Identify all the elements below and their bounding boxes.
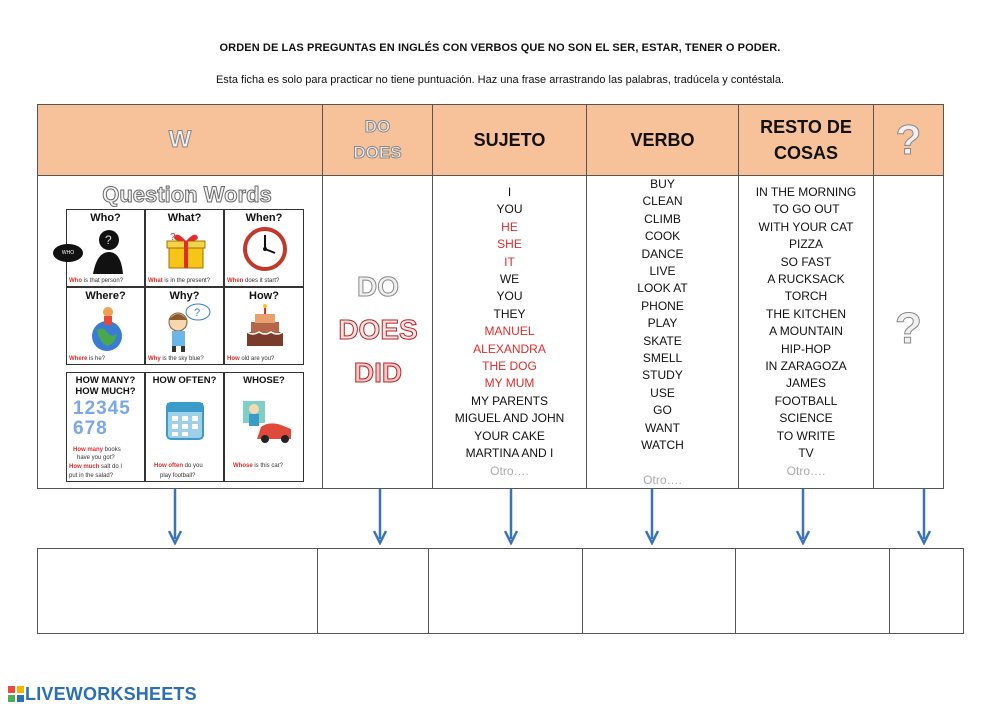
where-cell [66, 287, 145, 365]
drop-box-aux[interactable] [318, 549, 429, 633]
aux-did[interactable]: DID [353, 357, 403, 388]
verbo-word[interactable]: STUDY [642, 368, 683, 383]
sujeto-word[interactable]: Otro…. [490, 463, 529, 478]
worksheet-title: ORDEN DE LAS PREGUNTAS EN INGLÉS CON VERBOS QUE NO SON EL SER, ESTAR, TENER O PODER. [219, 42, 781, 54]
resto-word[interactable]: A MOUNTAIN [769, 324, 843, 339]
when-caption: When does it start? [227, 278, 280, 284]
who-bubble-text: WHO [61, 250, 75, 256]
resto-word[interactable]: TO WRITE [776, 428, 836, 443]
header-do-label: DO [364, 117, 391, 136]
where-label: Where? [85, 290, 126, 302]
how-much-caption: How much salt do I [69, 464, 123, 470]
who-cell [61, 209, 145, 287]
who-label: Who? [90, 212, 121, 224]
when-cell [224, 209, 304, 287]
how-much-label: HOW MUCH? [75, 386, 136, 397]
verbo-word[interactable]: BUY [650, 177, 675, 191]
svg-text:?: ? [105, 233, 112, 247]
resto-otro[interactable]: Otro…. [786, 464, 826, 478]
what-caption: What is in the present? [148, 278, 211, 284]
sujeto-word[interactable]: MARTINA AND I [465, 446, 554, 461]
why-caption: Why is the sky blue? [148, 356, 204, 362]
verbo-word[interactable]: LIVE [649, 264, 676, 279]
column-resto [739, 176, 874, 489]
question-mark-tile[interactable]: ? [895, 304, 922, 353]
sujeto-word[interactable]: YOUR CAKE [474, 428, 545, 443]
question-words-chart [61, 182, 308, 482]
sujeto-word[interactable]: THE DOG [482, 359, 537, 374]
drop-box-sujeto[interactable] [429, 549, 583, 633]
svg-text:?: ? [170, 232, 176, 243]
verbo-word[interactable]: SKATE [643, 333, 682, 348]
header-sujeto [433, 105, 587, 176]
sujeto-word[interactable]: THEY [493, 306, 526, 321]
logo-text: LIVEWORKSHEETS [25, 684, 197, 704]
header-verbo-label: VERBO [630, 129, 695, 150]
column-aux [323, 176, 433, 489]
answer-row [37, 548, 964, 634]
drop-box-w[interactable] [38, 549, 318, 633]
why-label: Why? [169, 290, 200, 302]
what-label: What? [167, 212, 202, 224]
header-w [38, 105, 323, 176]
how-often-cell [145, 372, 224, 482]
drop-box-resto[interactable] [736, 549, 890, 633]
resto-word[interactable]: SO FAST [780, 254, 832, 269]
verbo-word[interactable]: GO [653, 403, 672, 418]
how-much-caption-2: put in the salad? [69, 473, 114, 479]
resto-word[interactable]: THE KITCHEN [765, 306, 846, 321]
how-many-caption: How many books [73, 447, 121, 453]
aux-does[interactable]: DOES [338, 314, 418, 345]
sujeto-word-list [433, 184, 586, 480]
how-label: How? [249, 290, 279, 302]
drop-box-verbo[interactable] [583, 549, 736, 633]
header-resto-line1: RESTO DE [760, 117, 852, 137]
calendar-icon [165, 397, 205, 441]
how-many-label: HOW MANY? [75, 375, 136, 386]
sujeto-word[interactable]: IT [504, 254, 515, 269]
column-sujeto [433, 176, 587, 489]
sujeto-word[interactable]: HE [501, 219, 518, 234]
header-w-label: W [168, 125, 192, 153]
gift-box-icon [166, 228, 206, 270]
thinking-girl-icon [160, 302, 212, 352]
header-sujeto-label: SUJETO [473, 129, 546, 150]
sujeto-word[interactable]: YOU [496, 202, 523, 217]
how-many-cell [66, 372, 145, 482]
where-caption: Where is he? [69, 356, 106, 362]
verbo-word[interactable]: PLAY [647, 316, 678, 331]
column-w [38, 176, 323, 489]
what-cell [145, 209, 224, 287]
resto-word[interactable]: IN ZARAGOZA [765, 359, 847, 374]
who-caption: Who is that person? [69, 278, 124, 284]
verbo-word[interactable]: SMELL [642, 351, 683, 366]
resto-word[interactable]: IN THE MORNING [755, 185, 857, 199]
header-resto [739, 105, 874, 176]
arrow-down-icon [645, 489, 659, 545]
how-often-caption: How often do you [154, 463, 203, 469]
resto-word[interactable]: SCIENCE [779, 411, 833, 426]
column-question [874, 176, 943, 489]
drop-box-question[interactable] [890, 549, 963, 633]
resto-word[interactable]: TORCH [784, 289, 828, 304]
aux-do[interactable]: DO [357, 271, 399, 302]
verbo-word[interactable]: USE [650, 385, 675, 400]
when-label: When? [245, 212, 283, 224]
verbo-word[interactable]: DANCE [641, 246, 684, 261]
resto-word-list [739, 184, 873, 463]
header-resto-line2: COSAS [773, 143, 838, 163]
who-speech-bubble [53, 244, 83, 262]
sujeto-word[interactable]: MIGUEL AND JOHN [454, 411, 565, 426]
header-does-label: DOES [353, 143, 402, 162]
birthday-cake-icon [241, 304, 289, 350]
verbo-word[interactable]: CLEAN [642, 194, 683, 209]
sujeto-word[interactable]: ALEXANDRA [473, 341, 546, 356]
resto-word[interactable]: WITH YOUR CAT [758, 219, 854, 234]
question-words-title: Question Words [102, 182, 272, 207]
column-verbo [587, 176, 739, 489]
red-car-icon [235, 395, 295, 445]
sujeto-word[interactable]: WE [499, 272, 520, 287]
sujeto-word[interactable]: YOU [496, 289, 523, 304]
arrow-down-icon [796, 489, 810, 545]
resto-word[interactable]: TO GO OUT [772, 202, 840, 217]
word-table [37, 104, 944, 489]
resto-word[interactable]: A RUCKSACK [767, 272, 845, 287]
resto-word[interactable]: FOOTBALL [774, 393, 838, 408]
numbers-graphic: 12345678 [73, 398, 131, 439]
verbo-word[interactable]: CLIMB [644, 211, 681, 226]
verbo-otro[interactable]: Otro…. [643, 473, 682, 487]
how-often-caption-2: play football? [160, 473, 196, 479]
verbo-word[interactable]: WANT [645, 420, 680, 435]
sujeto-word[interactable]: MANUEL [484, 324, 535, 339]
sujeto-word[interactable]: MY MUM [484, 376, 535, 391]
how-many-caption-2: have you got? [77, 455, 115, 461]
verbo-word[interactable]: COOK [644, 229, 681, 244]
verbo-word[interactable]: PHONE [641, 298, 684, 313]
verbo-word[interactable]: LOOK AT [637, 281, 688, 296]
clock-icon [243, 226, 287, 272]
svg-text:?: ? [194, 307, 201, 319]
arrow-down-icon [168, 489, 182, 545]
verbo-word-list [587, 176, 738, 455]
whose-label: WHOSE? [243, 375, 285, 386]
whose-caption: Whose is this car? [233, 463, 284, 469]
whose-cell [224, 372, 304, 482]
worksheet-instructions: Esta ficha es solo para practicar no tiene puntuación. Haz una frase arrastrando las palabras, tradúcela y contéstala. [215, 74, 785, 86]
arrow-down-icon [504, 489, 518, 545]
how-often-label: HOW OFTEN? [152, 375, 217, 386]
why-cell [145, 287, 224, 365]
header-question-mark: ? [895, 115, 922, 163]
header-question [874, 105, 943, 176]
arrow-down-icon [917, 489, 931, 545]
resto-word[interactable]: JAMES [785, 376, 826, 391]
header-verbo [587, 105, 739, 176]
globe-icon [89, 304, 125, 352]
arrow-down-icon [373, 489, 387, 545]
liveworksheets-logo[interactable] [8, 684, 197, 705]
person-silhouette-icon [89, 226, 125, 274]
how-cell [224, 287, 304, 365]
sujeto-word[interactable]: I [507, 185, 512, 199]
resto-word[interactable]: PIZZA [788, 237, 823, 252]
sujeto-word[interactable]: SHE [497, 237, 522, 252]
resto-word[interactable]: HIP-HOP [780, 341, 831, 356]
how-caption: How old are you? [227, 356, 275, 362]
resto-word[interactable]: TV [798, 446, 814, 461]
sujeto-word[interactable]: MY PARENTS [471, 393, 548, 408]
header-do-does [323, 105, 433, 176]
verbo-word[interactable]: WATCH [641, 438, 684, 453]
liveworksheets-logo-icon [8, 686, 24, 702]
